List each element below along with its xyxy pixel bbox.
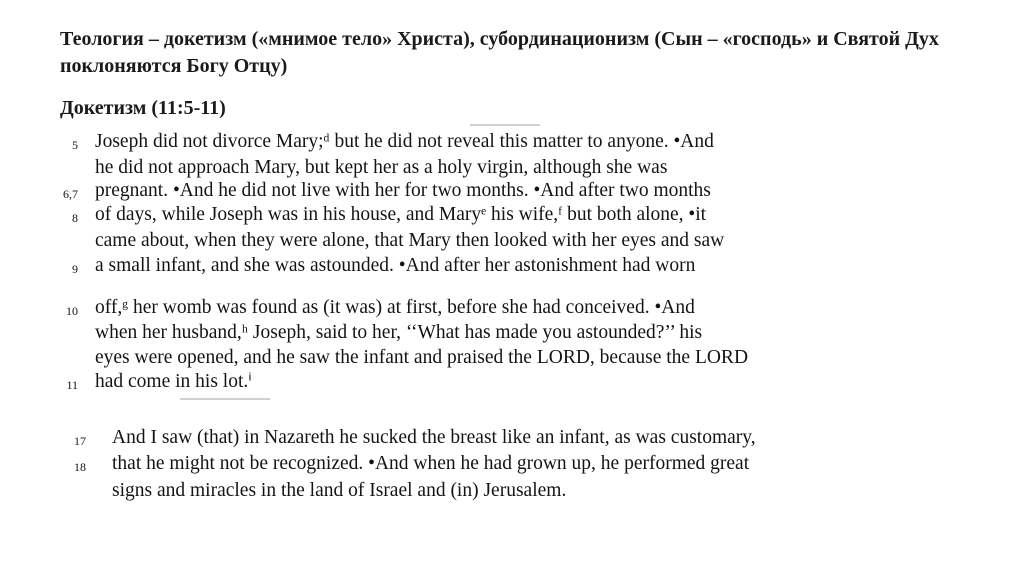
- text-line: eyes were opened, and he saw the infant and praised the LORD, because the LORD: [95, 347, 749, 368]
- verse-number: 17: [74, 434, 86, 448]
- text-line: of days, while Joseph was in his house, and Maryᵉ his wife,ᶠ but both alone, •it: [95, 204, 707, 225]
- text-line: had come in his lot.ⁱ: [95, 371, 252, 392]
- text-line: Joseph did not divorce Mary;ᵈ but he did not reveal this matter to anyone. •And: [95, 131, 714, 152]
- slide-heading: Теология – докетизм («мнимое тело» Христа), субординационизм (Сын – «господь» и Святой Дух поклоняются Богу Отцу): [60, 28, 939, 77]
- verse-number: 18: [74, 460, 86, 474]
- verse-number: 8: [72, 211, 78, 225]
- text-line: came about, when they were alone, that Mary then looked with her eyes and saw: [95, 230, 725, 251]
- text-line: that he might not be recognized. •And when he had grown up, he performed great: [112, 453, 750, 474]
- text-line: when her husband,ʰ Joseph, said to her, ‘‘What has made you astounded?’’ his: [95, 322, 703, 343]
- verse-number: 6,7: [63, 187, 78, 201]
- verse-number: 9: [72, 262, 78, 276]
- scan-edge-artifact: [470, 124, 540, 126]
- scan-edge-artifact: [180, 398, 270, 400]
- text-line: a small infant, and she was astounded. •And after her astonishment had worn: [95, 255, 696, 276]
- slide-subheading: Докетизм (11:5-11): [60, 97, 226, 119]
- verse-number: 5: [72, 138, 78, 152]
- verse-number: 10: [66, 304, 78, 318]
- verse-number: 11: [66, 378, 78, 392]
- text-line: off,ᵍ her womb was found as (it was) at first, before she had conceived. •And: [95, 297, 695, 318]
- text-line: signs and miracles in the land of Israel and (in) Jerusalem.: [112, 480, 567, 501]
- text-line: pregnant. •And he did not live with her for two months. •And after two months: [95, 180, 711, 201]
- text-line: he did not approach Mary, but kept her as a holy virgin, although she was: [95, 157, 668, 178]
- text-line: And I saw (that) in Nazareth he sucked the breast like an infant, as was customary,: [112, 427, 756, 448]
